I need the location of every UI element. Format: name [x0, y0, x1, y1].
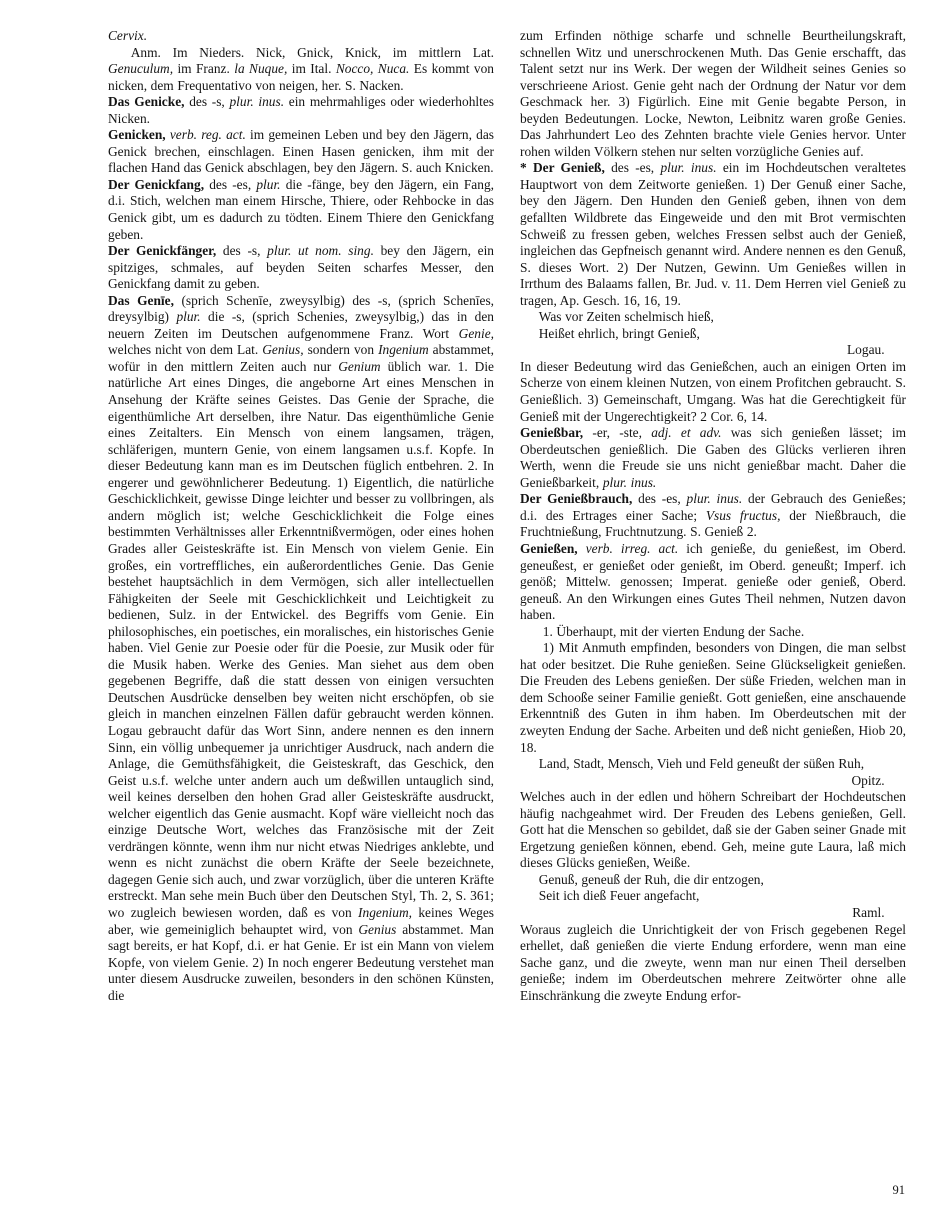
- text-run: Genium: [338, 358, 381, 374]
- text-run: des -es,: [604, 160, 661, 176]
- paragraph: [520, 491, 906, 541]
- paragraph: [520, 756, 906, 773]
- text-run: plur. inus.: [602, 474, 657, 490]
- paragraph: [520, 160, 906, 309]
- text-run: Es kommt von nicken, dem Frequentativo von neigen, her. S. Nacken.: [108, 61, 494, 93]
- paragraph: [520, 624, 906, 641]
- text-run: Der Genießbrauch,: [520, 491, 633, 507]
- text-run: der Nießbrauch, die Fruchtnießung, Fruchtnutzung. S. Genieß 2.: [520, 507, 906, 540]
- text-run: Opitz.: [851, 772, 885, 788]
- text-run: Genießen,: [520, 540, 578, 556]
- paragraph: [108, 45, 494, 95]
- text-run: -er, -ste,: [583, 425, 652, 441]
- page-number: 91: [892, 1183, 905, 1197]
- text-run: Genuß, geneuß der Ruh, die dir entzogen,: [538, 871, 764, 887]
- text-run: zum Erfinden nöthige scharfe und schnelle Beurtheilungskraft, schnellen Witz und unerschrockenen Muth. Das Genie erschafft, das Talent setzt nur ins Werk. Der wegen der Wildheit seines Genies so verschrieene Ariost. Genie geht nach der Ordnung der Natur vor dem Geschmack her. 3) Figürlich. Eine mit Genie begabte Person, in beyden Bedeutungen. Locke, Newton, Leibnitz waren große Genies. Das Jahrhundert Leo des Zehnten brachte viele Genies hervor. Unter rohen wilden Völkern stehen nur selten vorzügliche Genies auf.: [520, 28, 906, 159]
- right-column: [520, 28, 906, 1176]
- paragraph: [520, 425, 906, 491]
- text-run: Heißet ehrlich, bringt Genieß,: [538, 325, 700, 341]
- text-run: In dieser Bedeutung wird das Genießchen, auch an einigen Orten im Scherze von einem kleinen Nutzen, von einem Profitchen gebraucht. S. Genießlich. 3) Gemeinschaft, Umgang. Was hat die Gerechtigkeit für Genieß mit der Ungerechtigkeit? 2 Cor. 6, 14.: [520, 358, 906, 424]
- paragraph: [520, 773, 906, 790]
- text-run: abstammet. Man sagt bereits, er hat Kopf, d.i. er hat Genie. Er ist ein Mann von vielem Kopfe, von vielem Genie. 2) In noch engerer Bedeutung verstehet man unter diesem Ausdrucke zuweilen, besonders in den schönen Künsten, die: [108, 921, 494, 1003]
- text-run: Woraus zugleich die Unrichtigkeit der von Frisch gegebenen Regel erhellet, daß genießen die vierte Endung erfordere, wenn man eine Sache ganz, und die zweyte, wenn man nur einen Theil derselben genieße; indem im Oberdeutschen mehrere Zeitwörter ohne alle Einschränkung die zweyte Endung erfor-: [520, 921, 906, 1003]
- text-run: Logau.: [847, 342, 885, 358]
- text-run: Land, Stadt, Mensch, Vieh und Feld geneußt der süßen Ruh,: [538, 756, 865, 772]
- text-run: 1) Mit Anmuth empfinden, besonders von Dingen, die man selbst hat oder besitzet. Die Ruhe genießen. Seine Glückseligkeit genießen. Die Freuden des Lebens genießen. Der süße Frieden, welchen man in dem Schooße seiner Familie genießt. Gott genießen, eine anschauende Erkenntniß des Guten in ihm haben. Im Oberdeutschen mit der zweyten Endung der Sache. Arbeiten und deß nicht genießen, Hiob 20, 18.: [520, 640, 906, 755]
- text-run: Genuculum,: [108, 61, 174, 77]
- text-run: Anm. Im Nieders. Nick, Gnick, Knick, im mittlern Lat.: [130, 44, 494, 60]
- text-run: des -es,: [632, 491, 687, 507]
- paragraph: [520, 326, 906, 343]
- text-run: sondern von: [303, 342, 379, 358]
- text-run: * Der Genieß,: [520, 160, 605, 176]
- paragraph: [520, 309, 906, 326]
- text-run: Nocco, Nuca.: [335, 61, 410, 77]
- text-run: was sich genießen lässet; im Oberdeutschen genießlich. Die Gaben des Glücks verlieren ihren Werth, wenn die Freude sie uns nicht genießbar macht. Daher die Genießbarkeit,: [520, 425, 906, 490]
- text-run: ein im Hochdeutschen veraltetes Hauptwort von dem Zeitworte genießen. 1) Der Genuß einer Sache, bey den Jägern. Den Hunden den Genieß geben, ihnen von dem gefallten Wildbrete das Eingeweide und den mit Brot vermischten Schweiß zu fressen geben, welches Fressen selbst auch der Genieß, ingleichen das Gepfneisch genannt wird. Andere nennen es den Genuß, S. dieses Wort. 2) Der Nutzen, Gewinn. Um Genießes willen in Irrthum des Balaams fallen, Br. Jud. v. 11. Dem Herren viel Genieß zu tragen, Ap. Gesch. 16, 16, 19.: [520, 160, 906, 308]
- text-run: plur. inus.: [660, 160, 717, 176]
- text-run: keines Weges aber, wie gemeiniglich behauptet wird, von: [108, 904, 494, 937]
- paragraph: [520, 872, 906, 889]
- paragraph: [520, 342, 906, 359]
- text-run: Genicken,: [108, 127, 166, 143]
- paragraph: [108, 243, 494, 293]
- text-run: ich genieße, du genießest, im Oberd. geneußest, er genießet oder genießt, im Oberd. geneußt; Imperf. ich genöß; Mittelw. genossen; Imperat. genieße oder genieß, Oberd. geneuß. An den Wirkungen eines Gutes Theil nehmen, Nutzen davon haben.: [520, 540, 906, 623]
- text-run: [578, 541, 586, 556]
- text-run: Genius,: [262, 342, 304, 358]
- text-run: Der Genickfang,: [108, 176, 205, 192]
- text-run: Das Genīe,: [108, 292, 174, 308]
- text-run: plur. inus.: [229, 94, 285, 110]
- paragraph: [520, 888, 906, 905]
- text-run: plur. inus.: [686, 491, 743, 507]
- text-run: Ingenium,: [358, 904, 412, 920]
- text-run: Ingenium: [378, 342, 429, 358]
- paragraph: [108, 28, 494, 45]
- paragraph: [108, 127, 494, 177]
- paragraph: [108, 94, 494, 127]
- paragraph: [520, 922, 906, 1005]
- text-run: plur.: [256, 176, 281, 192]
- text-run: bey den Jägern, ein spitziges, schmales, auf beyden Seiten scharfes Messer, den Genickfang damit zu geben.: [108, 243, 494, 292]
- text-run: im gemeinen Leben und bey den Jägern, das Genick brechen, einschlagen. Einen Hasen genicken, ihm mit der flachen Hand das Genick abschlagen, bey den Jägern. S. auch Knicken.: [108, 127, 494, 176]
- left-column: [108, 28, 494, 1176]
- text-run: im Franz.: [173, 61, 235, 77]
- text-run: ein mehrmahliges oder wiederhohltes Nicken.: [108, 94, 494, 126]
- text-run: abstammet, wofür in den mittlern Zeiten auch nur: [108, 342, 494, 374]
- paragraph: [520, 541, 906, 624]
- text-run: üblich war. 1. Die natürliche Art eines Dinges, die angeborne Art eines Menschen in Ansehung der Kräfte seines Geistes. Das Genie der Sprache, die eigenthümliche Art derselben, ihre Natur. Das eigenthümliche Genie eines Zeitalters. Ein Mensch von einem langsamen, trägen, schläferigen, muntern Genie, von einem langsamen u.s.f. Kopfe. In dieser Bedeutung kann man es im Deutschen füglich entbehren. 2. In engerer und gewöhnlicherer Bedeutung. 1) Eigentlich, die natürliche Geschicklichkeit, gewisse Dinge leichter und besser zu vollbringen, als andern möglich ist; welche Geschicklichkeit die Folge eines bestimmten Verhältnisses aller Erkenntnißvermögen, oder eines hohen Grades aller Geisteskräfte ist. Ein Mensch von vielem Genie. Ein großes, ein vortreffliches, ein außerordentliches Genie. Das Genie bestehet hauptsächlich in dem Vermögen, sich aller intellectuellen Fähigkeiten der Seele mit Geschicklichkeit und Leichtigkeit zu bedienen, Sulz. in der Entwickel. des Begriffs vom Genie. Ein philosophisches, ein poetisches, ein moralisches, ein historisches Genie haben. Viel Genie zur Poesie oder für die Poesie, zur Musik oder für die Musik haben. Werke des Genies. Man siehet aus dem oben gegebenen Begriffe, daß die statt dessen von einigen versuchten Deutschen Ausdrücke denselben bey weiten nicht erschöpfen, ob sie gleich in manchen einzelnen Fällen dafür gebraucht werden können. Logau gebraucht dafür das Wort Sinn, andere nennen es den innern Sinn, ein völlig unbequemer ja unrichtiger Ausdruck, nach andern die Anlage, die Gemüthsfähigkeit, die Geisteskraft, das Geschick, den Geist u.s.f. welche unter andern auch um deßwillen untauglich sind, weil keines derselben den hohen Grad aller Geisteskräfte ausdruckt, welcher eigentlich das Genie ausmacht. Kopf wäre vielleicht noch das einzige Deutsche Wort, welches das Französische mit der Zeit verdrängen könnte, wenn ihm nur nicht etwas Niedriges anklebte, und wenn es nicht zunächst die obern Kräfte der Seele bezeichnete, dagegen Genie sich auch, und zwar vorzüglich, über die unteren Kräfte erstreckt. Man sehe mein Buch über den Deutschen Styl, Th. 2, S. 361; wo zugleich bewiesen worden, daß es von: [108, 358, 494, 920]
- text-run: verb. irreg. act.: [585, 540, 679, 556]
- text-run: die -s, (sprich Schenies, zweysylbig,) das in den neuern Zeiten im Deutschen aufgenommene Franz. Wort: [108, 309, 494, 341]
- text-run: der Gebrauch des Genießes; d.i. des Ertrages einer Sache;: [520, 491, 906, 523]
- text-run: Welches auch in der edlen und höhern Schreibart der Hochdeutschen häufig nachgeahmet wird. Der Freuden des Lebens genießen, Gell. Gott hat die Menschen so gebildet, daß sie der Gaben seiner Gnade mit Ergetzung genießen können, ebend. Geh, meine gute Laura, laß mich dieses Glücks genießen, Weiße.: [520, 789, 906, 871]
- text-run: die -fänge, bey den Jägern, ein Fang, d.i. Stich, welchen man einem Hirsche, Thiere, oder Rehbocke in das Genick gibt, um es dadurch zu tödten. Einem Thiere den Genickfang geben.: [108, 176, 494, 242]
- text-run: Was vor Zeiten schelmisch hieß,: [538, 309, 714, 325]
- paragraph: [520, 28, 906, 160]
- text-run: Seit ich dieß Feuer angefacht,: [538, 888, 700, 904]
- text-run: welches nicht von dem Lat.: [108, 342, 263, 358]
- text-run: des -s,: [184, 94, 230, 110]
- paragraph: [108, 177, 494, 243]
- text-run: Das Genicke,: [108, 94, 185, 110]
- text-run: Raml.: [852, 904, 885, 920]
- text-run: adj. et adv.: [651, 425, 722, 441]
- text-run: Der Genickfänger,: [108, 243, 217, 259]
- paragraph: [108, 293, 494, 1005]
- text-run: plur. ut nom. sing.: [267, 243, 374, 259]
- text-run: Genius: [358, 921, 397, 937]
- text-run: (sprich Schenīe, zweysylbig) des -s, (sprich Schenīes, dreysylbig): [108, 292, 494, 325]
- text-run: des -s,: [216, 243, 268, 259]
- text-run: plur.: [176, 309, 201, 325]
- text-run: Genie,: [458, 325, 494, 341]
- paragraph: [520, 905, 906, 922]
- text-run: des -es,: [204, 176, 257, 192]
- paragraph: [520, 640, 906, 756]
- paragraph: [520, 789, 906, 872]
- text-run: Genießbar,: [520, 425, 584, 441]
- text-run: im Ital.: [287, 61, 336, 77]
- text-run: la Nuque,: [234, 61, 288, 77]
- text-run: Vsus fructus,: [705, 507, 781, 523]
- text-run: verb. reg. act.: [169, 127, 246, 143]
- text-run: Cervix.: [108, 28, 148, 43]
- text-run: 1. Überhaupt, mit der vierten Endung der Sache.: [542, 623, 805, 639]
- text-columns: [108, 28, 906, 1176]
- paragraph: [520, 359, 906, 425]
